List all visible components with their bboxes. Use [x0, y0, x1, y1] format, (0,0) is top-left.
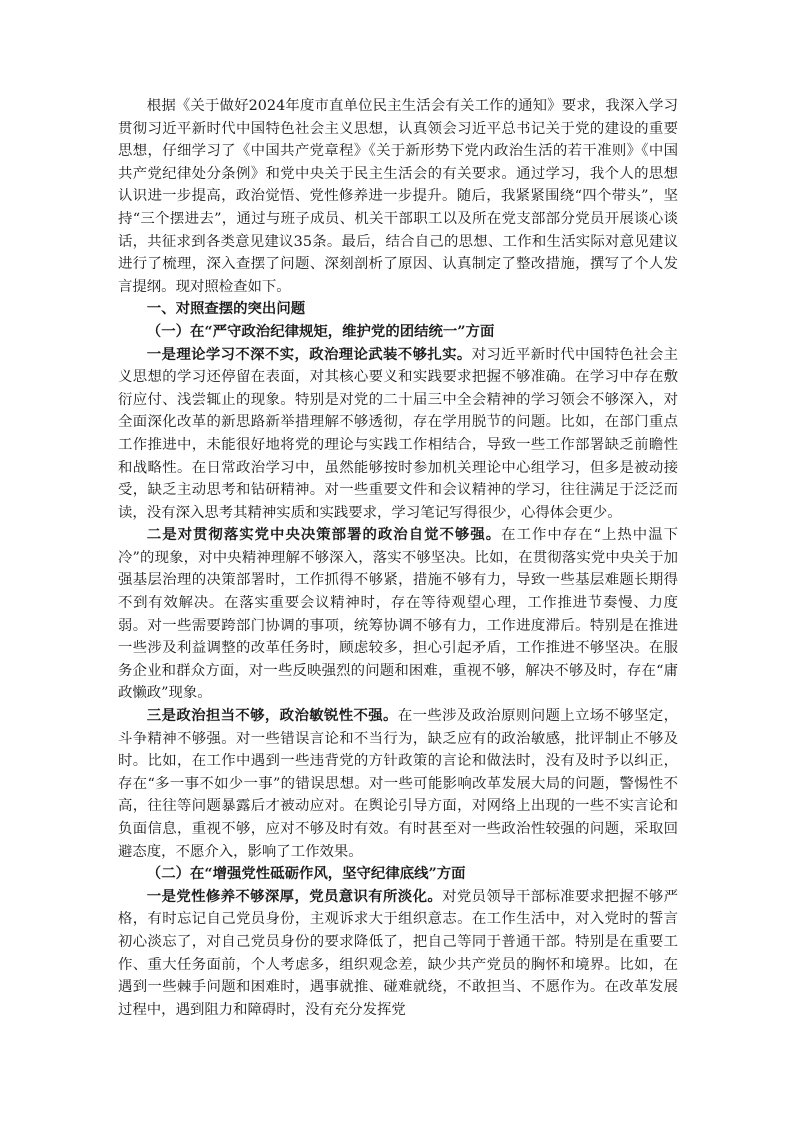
subsection-title-1: （一）在“严守政治纪律规矩，维护党的团结统一”方面	[146, 322, 495, 340]
issue-paragraph-4	[118, 886, 678, 1022]
section-title-1: 一、对照查摆的突出问题	[146, 300, 306, 318]
issue-body-4: 对党员领导干部标准要求把握不够严格，有时忘记自己党员身份，主观诉求大于组织意志。在工作生活中，对入党时的誓言初心淡忘了，对自己党员身份的要求降低了，把自己等同于普通干部。特别是在重要工作、重大任务面前，个人考虑多，组织观念差，缺少共产党员的胸怀和境界。比如，在遇到一些棘手问题和困难时，遇事就推、碰难就绕，不敢担当、不愿作为。在改革发展过程中，遇到阻力和障碍时，没有充分发挥党	[118, 888, 678, 1018]
issue-paragraph-2	[118, 524, 678, 705]
issue-lead-4: 一是党性修养不够深厚，党员意识有所淡化。	[146, 887, 443, 905]
issue-lead-1: 一是理论学习不深不实，政治理论武装不够扎实。	[146, 345, 472, 363]
issue-lead-3: 三是政治担当不够，政治敏锐性不强。	[146, 707, 398, 725]
intro-paragraph: 根据《关于做好2024年度市直单位民主生活会有关工作的通知》要求，我深入学习贯彻习近平新时代中国特色社会主义思想，认真领会习近平总书记关于党的建设的重要思想，仔细学习了《中国共产党章程》《关于新形势下党内政治生活的若干准则》《中国共产党纪律处分条例》和党中央关于民主生活会的有关要求。通过学习，我个人的思想认识进一步提高，政治觉悟、党性修养进一步提升。随后，我紧紧围绕“四个带头”，坚持“三个摆进去”，通过与班子成员、机关干部职工以及所在党支部部分党员开展谈心谈话，共征求到各类意见建议35条。最后，结合自己的思想、工作和生活实际对意见建议进行了梳理，深入查摆了问题、深刻剖析了原因、认真制定了整改措施，撰写了个人发言提纲。现对照检查如下。	[118, 98, 678, 295]
document-page	[118, 95, 678, 1021]
issue-body-3: 在一些涉及政治原则问题上立场不够坚定，斗争精神不够强。对一些错误言论和不当行为，缺乏应有的政治敏感，批评制止不够及时。比如，在工作中遇到一些违背党的方针政策的言论和做法时，没有及时予以纠正，存在“多一事不如少一事”的错误思想。对一些可能影响改革发展大局的问题，警惕性不高，往往等问题暴露后才被动应对。在舆论引导方面，对网络上出现的一些不实言论和负面信息，重视不够，应对不够及时有效。有时甚至对一些政治性较强的问题，采取回避态度，不愿介入，影响了工作效果。	[118, 708, 678, 860]
issue-paragraph-3	[118, 705, 678, 863]
subsection-title-2: （二）在“增强党性砥砺作风，坚守纪律底线”方面	[146, 865, 466, 883]
issue-paragraph-1	[118, 344, 678, 525]
issue-body-2: 在工作中存在“上热中温下冷”的现象，对中央精神理解不够深入，落实不够坚决。比如，在贯彻落实党中央关于加强基层治理的决策部署时，工作抓得不够紧，措施不够有力，导致一些基层难题长期得不到有效解决。在落实重要会议精神时，存在等待观望心理，工作推进节奏慢、力度弱。对一些需要跨部门协调的事项，统筹协调不够有力，工作进度滞后。特别是在推进一些涉及利益调整的改革任务时，顾虑较多，担心引起矛盾，工作推进不够坚决。在服务企业和群众方面，对一些反映强烈的问题和困难，重视不够，解决不够及时，存在“庸政懒政”现象。	[118, 527, 678, 702]
issue-body-1: 对习近平新时代中国特色社会主义思想的学习还停留在表面，对其核心要义和实践要求把握不够准确。在学习中存在敷衍应付、浅尝辄止的现象。特别是对党的二十届三中全会精神的学习领会不够深入，对全面深化改革的新思路新举措理解不够透彻，存在学用脱节的问题。比如，在部门重点工作推进中，未能很好地将党的理论与实践工作相结合，导致一些工作部署缺乏前瞻性和战略性。在日常政治学习中，虽然能够按时参加机关理论中心组学习，但多是被动接受，缺乏主动思考和钻研精神。对一些重要文件和会议精神的学习，往往满足于泛泛而读，没有深入思考其精神实质和实践要求，学习笔记写得很少，心得体会更少。	[118, 346, 678, 521]
issue-lead-2: 二是对贯彻落实党中央决策部署的政治自觉不够强。	[146, 526, 502, 544]
